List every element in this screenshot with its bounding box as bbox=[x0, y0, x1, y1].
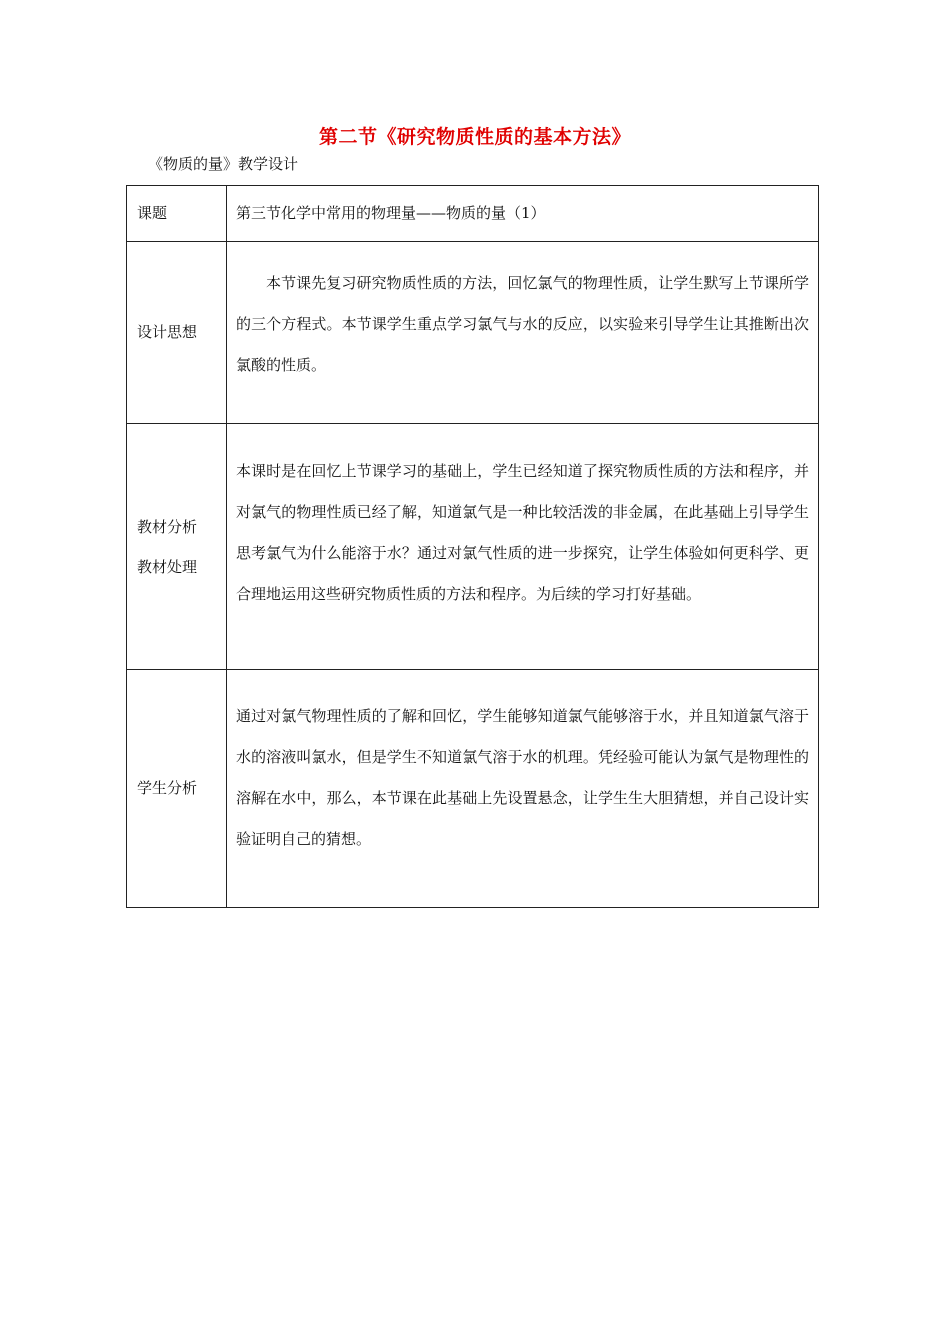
table-row-design bbox=[127, 242, 819, 424]
topic-content: 第三节化学中常用的物理量——物质的量（1） bbox=[227, 186, 819, 242]
document-title: 第二节《研究物质性质的基本方法》 bbox=[318, 126, 631, 148]
student-cell bbox=[227, 670, 819, 908]
topic-label: 课题 bbox=[127, 186, 227, 242]
table-row-student bbox=[127, 670, 819, 908]
document-subtitle: 《物质的量》教学设计 bbox=[148, 155, 299, 173]
table-row-analysis bbox=[127, 424, 819, 670]
lesson-plan-table bbox=[126, 185, 819, 908]
analysis-label-line1: 教材分析 bbox=[137, 517, 198, 536]
analysis-content: 本课时是在回忆上节课学习的基础上，学生已经知道了探究物质性质的方法和程序，并对氯气的物理性质已经了解，知道氯气是一种比较活泼的非金属，在此基础上引导学生思考氯气为什么能溶于水？通过对氯气性质的进一步探究，让学生体验如何更科学、更合理地运用这些研究物质性质的方法和程序。为后续的学习打好基础。 bbox=[236, 461, 809, 603]
student-content: 通过对氯气物理性质的了解和回忆，学生能够知道氯气能够溶于水，并且知道氯气溶于水的溶液叫氯水，但是学生不知道氯气溶于水的机理。凭经验可能认为氯气是物理性的溶解在水中，那么，本节课在此基础上先设置悬念，让学生生大胆猜想，并自己设计实验证明自己的猜想。 bbox=[236, 706, 809, 848]
design-label: 设计思想 bbox=[127, 242, 227, 424]
student-label: 学生分析 bbox=[127, 670, 227, 908]
analysis-label-line2: 教材处理 bbox=[137, 557, 198, 576]
table-row-topic bbox=[127, 186, 819, 242]
design-content: 本节课先复习研究物质性质的方法，回忆氯气的物理性质，让学生默写上节课所学的三个方程式。本节课学生重点学习氯气与水的反应，以实验来引导学生让其推断出次氯酸的性质。 bbox=[236, 274, 809, 374]
design-cell bbox=[227, 242, 819, 424]
analysis-label bbox=[127, 424, 227, 670]
analysis-cell bbox=[227, 424, 819, 670]
